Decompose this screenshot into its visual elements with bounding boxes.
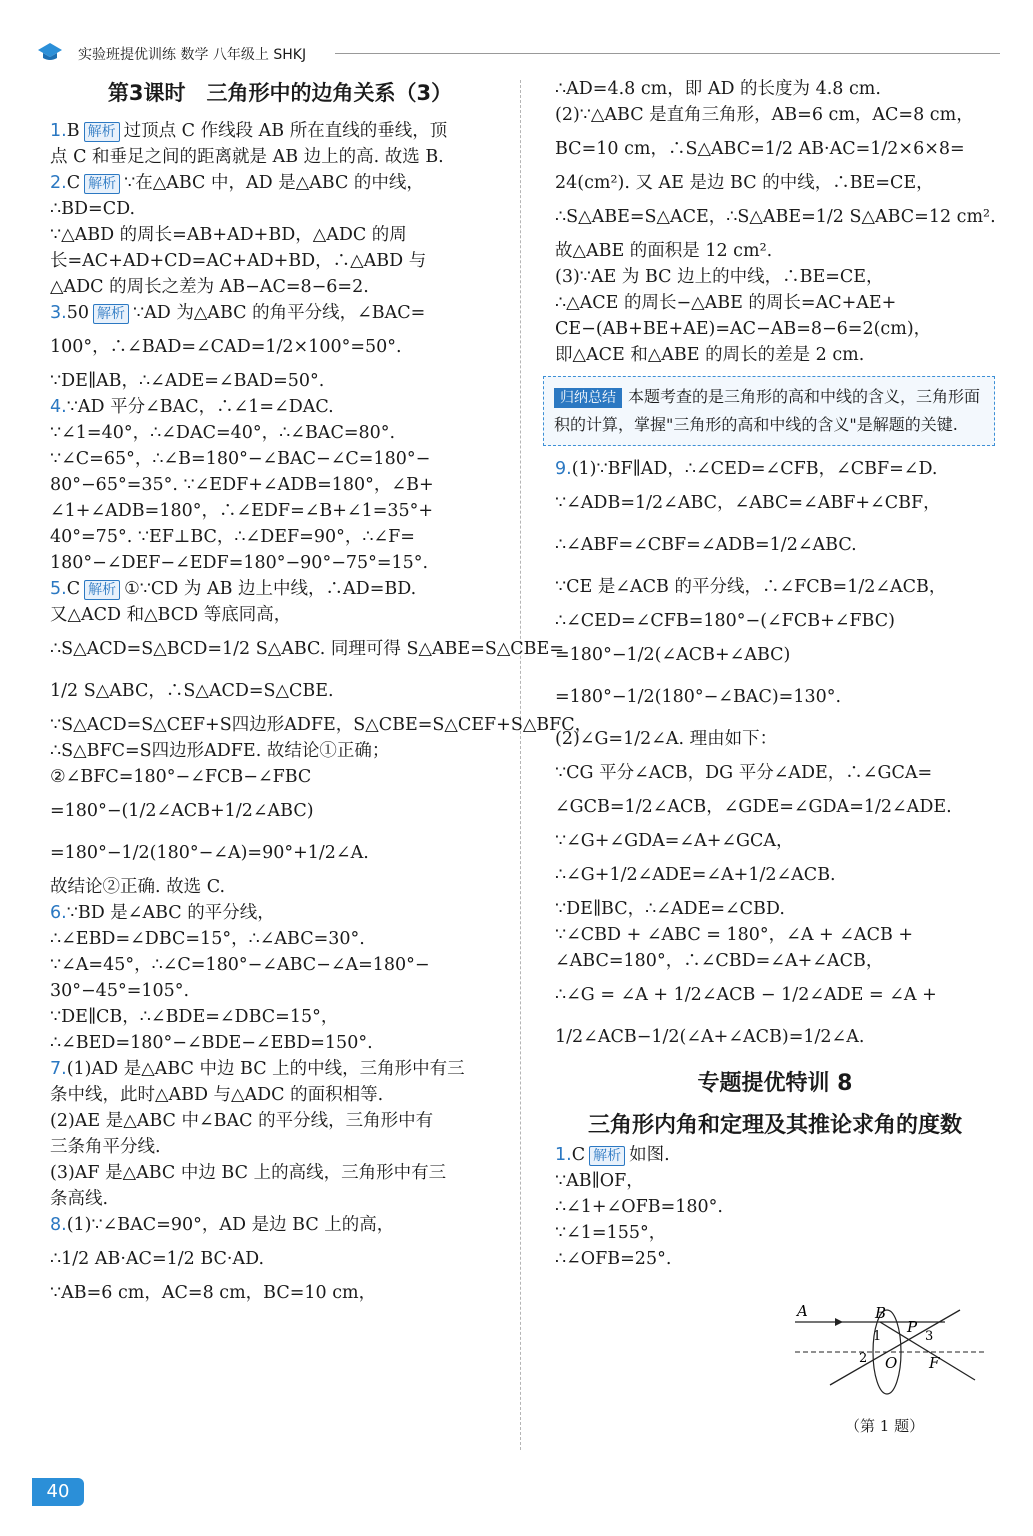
fig-label-O: O	[885, 1354, 898, 1372]
question-number: 6.	[50, 903, 67, 923]
answer-text: ∵∠CBD + ∠ABC = 180°，∠A + ∠ACB +	[555, 925, 914, 945]
watermark-logo	[833, 1460, 1013, 1536]
answer-text: BC=10 cm，∴S△ABC=1/2 AB·AC=1/2×6×8=	[555, 139, 965, 159]
analysis-tag: 解析	[93, 304, 129, 324]
right-answers-bottom	[555, 456, 995, 1058]
answer-line	[50, 1056, 510, 1082]
answer-line	[555, 828, 995, 854]
answer-line	[50, 170, 510, 196]
answer-line	[555, 290, 995, 316]
answer-text: ②∠BFC=180°−∠FCB−∠FBC	[50, 767, 312, 787]
answer-text: ∵DE∥AB，∴∠ADE=∠BAD=50°.	[50, 371, 325, 391]
analysis-tag: 解析	[589, 1146, 625, 1166]
summary-box	[543, 376, 995, 446]
fig-label-A: A	[797, 1302, 808, 1320]
question-number: 4.	[50, 397, 67, 417]
answer-text: △ADC 的周长之差为 AB−AC=8−6=2.	[50, 277, 369, 297]
answer-text: ∵AD 为△ABC 的角平分线，∠BAC=	[132, 303, 426, 323]
question-number: 3.	[50, 303, 67, 323]
special-subtitle: 三角形内角和定理及其推论求角的度数	[587, 1113, 962, 1138]
page-header	[30, 38, 1000, 68]
figure-caption: （第 1 题）	[845, 1417, 925, 1435]
answer-text: 40°=75°. ∵EF⊥BC，∴∠DEF=90°，∴∠F=	[50, 527, 415, 547]
answer-text: ∠1+∠ADB=180°，∴∠EDF=∠B+∠1=35°+	[50, 501, 434, 521]
answer-line	[50, 472, 510, 498]
answer-text: (3)∵AE 为 BC 边上的中线，∴BE=CE，	[555, 267, 884, 287]
answer-choice: B	[66, 121, 80, 141]
answer-line	[50, 524, 510, 550]
answer-line	[555, 238, 995, 264]
answer-text: 条中线，此时△ABD 与△ADC 的面积相等.	[50, 1085, 384, 1105]
answer-text: ∴∠OFB=25°.	[555, 1249, 672, 1269]
answer-line	[555, 128, 995, 170]
answer-line	[50, 832, 510, 874]
answer-line	[50, 1212, 510, 1238]
answer-line	[50, 144, 510, 170]
answer-text: ∵△ABD 的周长=AB+AD+BD，△ADC 的周	[50, 225, 407, 245]
answer-line	[50, 222, 510, 248]
right-answers-top	[555, 76, 995, 368]
answer-line	[555, 948, 995, 974]
answer-text: ∵AD 平分∠BAC，∴∠1=∠DAC.	[66, 397, 334, 417]
answer-line	[555, 196, 995, 238]
question-number: 9.	[555, 459, 572, 479]
answer-line	[50, 326, 510, 368]
arrow-ab	[835, 1318, 843, 1326]
answer-text: ∴AD=4.8 cm，即 AD 的长度为 4.8 cm.	[555, 79, 881, 99]
page-number: 40	[32, 1478, 84, 1506]
answer-line	[50, 196, 510, 222]
answer-line	[50, 1004, 510, 1030]
answer-choice: C	[66, 579, 81, 599]
answer-line	[50, 1186, 510, 1212]
answer-text: (1)∵BF∥AD，∴∠CED=∠CFB，∠CBF=∠D.	[571, 459, 938, 479]
answer-line	[50, 602, 510, 628]
answer-text: 如图.	[629, 1145, 670, 1165]
answer-line	[555, 760, 995, 786]
answer-choice: C	[66, 173, 81, 193]
answer-line	[50, 874, 510, 900]
analysis-tag: 解析	[84, 580, 120, 600]
answer-line	[555, 896, 995, 922]
question-number: 7.	[50, 1059, 67, 1079]
answer-line	[555, 170, 995, 196]
answer-line	[50, 1280, 510, 1306]
answer-text: 1/2∠ACB−1/2(∠A+∠ACB)=1/2∠A.	[555, 1027, 865, 1047]
answer-line	[555, 718, 995, 760]
answer-text: ∵∠G+∠GDA=∠A+∠GCA，	[555, 831, 794, 851]
special-title: 专题提优特训 8	[697, 1071, 853, 1096]
answer-line	[555, 922, 995, 948]
answer-line	[555, 524, 995, 566]
question-number: 5.	[50, 579, 67, 599]
answer-text: 1/2 S△ABC，∴S△ACD=S△CBE.	[50, 681, 334, 701]
fig-label-P: P	[907, 1318, 918, 1336]
answer-text: ∵BD 是∠ABC 的平分线，	[66, 903, 275, 923]
answer-line	[555, 854, 995, 896]
answer-line	[50, 738, 510, 764]
answer-text: ∵∠1=155°，	[555, 1223, 667, 1243]
answer-text: ∵CG 平分∠ACB，DG 平分∠ADE，∴∠GCA=	[555, 763, 933, 783]
answer-line	[555, 76, 995, 102]
answer-text: CE−(AB+BE+AE)=AC−AB=8−6=2(cm)，	[555, 319, 932, 339]
answer-line	[555, 1142, 995, 1168]
answer-text: 24(cm²). 又 AE 是边 BC 的中线，∴BE=CE，	[555, 173, 934, 193]
answer-text: ∵∠C=65°，∴∠B=180°−∠BAC−∠C=180°−	[50, 449, 431, 469]
answer-line	[50, 1134, 510, 1160]
answer-text: ∴∠ABF=∠CBF=∠ADB=1/2∠ABC.	[555, 535, 857, 555]
fig-label-3: 3	[925, 1329, 934, 1344]
answer-text: 条高线.	[50, 1189, 109, 1209]
answer-text: ∴∠G = ∠A + 1/2∠ACB − 1/2∠ADE = ∠A +	[555, 985, 937, 1005]
answer-text: ∴△ACE 的周长−△ABE 的周长=AC+AE+	[555, 293, 897, 313]
answer-text: =180°−1/2(180°−∠A)=90°+1/2∠A.	[50, 843, 369, 863]
answer-line	[50, 790, 510, 832]
answer-text: 故△ABE 的面积是 12 cm².	[555, 241, 773, 261]
answer-line	[50, 550, 510, 576]
answer-text: ∴S△ACD=S△BCD=1/2 S△ABC. 同理可得 S△ABE=S△CBE=	[50, 639, 564, 659]
fig-label-2: 2	[859, 1351, 868, 1366]
answer-line	[555, 102, 995, 128]
answer-text: ∴∠CED=∠CFB=180°−(∠FCB+∠FBC)	[555, 611, 895, 631]
fig-label-B: B	[875, 1304, 887, 1322]
answer-text: ∵∠ADB=1/2∠ABC，∠ABC=∠ABF+∠CBF，	[555, 493, 941, 513]
answer-line	[555, 342, 995, 368]
summary-text: 本题考查的是三角形的高和中线的含义，三角形面积的计算，掌握"三角形的高和中线的含义"是解题的关键.	[554, 387, 981, 434]
answer-text: ∴∠1+∠OFB=180°.	[555, 1197, 723, 1217]
answer-line	[50, 1160, 510, 1186]
answer-text: ∵S△ACD=S△CEF+S四边形ADFE，S△CBE=S△CEF+S△BFC，	[50, 715, 593, 735]
answer-choice: C	[571, 1145, 586, 1165]
answer-text: ①∵CD 为 AB 边上中线，∴AD=BD.	[124, 579, 417, 599]
answer-line	[555, 676, 995, 718]
analysis-tag: 解析	[84, 122, 120, 142]
answer-line	[555, 566, 995, 608]
answer-text: ∵AB∥OF，	[555, 1171, 644, 1191]
answer-line	[555, 974, 995, 1016]
answer-text: ∴∠BED=180°−∠BDE−∠EBD=150°.	[50, 1033, 373, 1053]
answer-line	[555, 1016, 995, 1058]
answer-line	[555, 264, 995, 290]
answer-line	[50, 952, 510, 978]
answer-line	[50, 1108, 510, 1134]
right-column	[555, 76, 995, 1272]
answer-line	[555, 786, 995, 828]
answer-text: (2)∵△ABC 是直角三角形，AB=6 cm，AC=8 cm，	[555, 105, 974, 125]
fig-label-1: 1	[873, 1329, 882, 1344]
answer-text: 100°，∴∠BAD=∠CAD=1/2×100°=50°.	[50, 337, 402, 357]
special-answers	[555, 1142, 995, 1272]
lesson-title: 第3课时 三角形中的边角关系（3）	[107, 81, 453, 105]
answer-line	[50, 368, 510, 394]
answer-text: ∵DE∥BC，∴∠ADE=∠CBD.	[555, 899, 785, 919]
answer-line	[50, 1238, 510, 1280]
answer-line	[50, 1030, 510, 1056]
fig-label-F: F	[929, 1354, 940, 1372]
answer-line	[50, 446, 510, 472]
column-divider	[520, 80, 521, 1450]
answer-line	[50, 1082, 510, 1108]
answer-text: 点 C 和垂足之间的距离就是 AB 边上的高. 故选 B.	[50, 147, 444, 167]
answer-line	[555, 1246, 995, 1272]
question-number: 8.	[50, 1215, 67, 1235]
answer-text: ∠ABC=180°，∴∠CBD=∠A+∠ACB，	[555, 951, 884, 971]
answer-line	[50, 764, 510, 790]
header-text: 实验班提优训练 数学 八年级上 SHKJ	[78, 47, 307, 63]
answer-line	[50, 118, 510, 144]
answer-text: ∵在△ABC 中，AD 是△ABC 的中线，	[124, 173, 424, 193]
answer-line	[555, 1220, 995, 1246]
answer-line	[50, 900, 510, 926]
answer-text: 又△ACD 和△BCD 等底同高，	[50, 605, 292, 625]
answer-line	[50, 248, 510, 274]
answer-text: ∴1/2 AB·AC=1/2 BC·AD.	[50, 1249, 265, 1269]
answer-line	[50, 926, 510, 952]
answer-text: 30°−45°=105°.	[50, 981, 190, 1001]
answer-text: (3)AF 是△ABC 中边 BC 上的高线，三角形中有三	[50, 1163, 447, 1183]
answer-line	[50, 628, 564, 670]
answer-text: 长=AC+AD+CD=AC+AD+BD，∴△ABD 与	[50, 251, 427, 271]
answer-text: (1)∵∠BAC=90°，AD 是边 BC 上的高，	[66, 1215, 395, 1235]
answer-text: ∠GCB=1/2∠ACB，∠GDE=∠GDA=1/2∠ADE.	[555, 797, 952, 817]
question-number: 2.	[50, 173, 67, 193]
answer-text: ∵AB=6 cm，AC=8 cm，BC=10 cm，	[50, 1283, 377, 1303]
answer-line	[50, 712, 593, 738]
answer-text: =180°−1/2(∠ACB+∠ABC)	[555, 645, 791, 665]
answer-line	[50, 670, 510, 712]
answer-line	[50, 274, 510, 300]
question-number: 1.	[50, 121, 67, 141]
answer-line	[50, 420, 510, 446]
answer-text: (1)AD 是△ABC 中边 BC 上的中线，三角形中有三	[66, 1059, 465, 1079]
answer-line	[50, 498, 510, 524]
answer-text: ∴S△ABE=S△ACE，∴S△ABE=1/2 S△ABC=12 cm².	[555, 207, 996, 227]
answer-line	[555, 608, 995, 634]
answer-text: 故结论②正确. 故选 C.	[50, 877, 226, 897]
answer-line	[555, 634, 995, 676]
answer-text: ∴S△BFC=S四边形ADFE. 故结论①正确；	[50, 741, 390, 761]
header-rule	[335, 53, 1000, 54]
question-number: 1.	[555, 1145, 572, 1165]
answer-text: (2)AE 是△ABC 中∠BAC 的平分线，三角形中有	[50, 1111, 434, 1131]
analysis-tag: 解析	[84, 174, 120, 194]
book-logo-icon	[36, 40, 64, 62]
answer-text: 三条角平分线.	[50, 1137, 161, 1157]
answer-text: ∵∠A=45°，∴∠C=180°−∠ABC−∠A=180°−	[50, 955, 430, 975]
answer-text: ∵DE∥CB，∴∠BDE=∠DBC=15°，	[50, 1007, 339, 1027]
answer-text: =180°−1/2(180°−∠BAC)=130°.	[555, 687, 842, 707]
answer-text: 即△ACE 和△ABE 的周长的差是 2 cm.	[555, 345, 865, 365]
answer-line	[555, 456, 995, 482]
answer-text: =180°−(1/2∠ACB+1/2∠ABC)	[50, 801, 314, 821]
answer-choice: 50	[66, 303, 89, 323]
answer-line	[50, 978, 510, 1004]
answer-line	[555, 316, 995, 342]
answer-text: ∴∠G+1/2∠ADE=∠A+1/2∠ACB.	[555, 865, 836, 885]
summary-tag: 归纳总结	[554, 388, 622, 408]
ray-in	[830, 1310, 960, 1385]
answer-text: 80°−65°=35°. ∵∠EDF+∠ADB=180°，∠B+	[50, 475, 434, 495]
answer-text: ∵∠1=40°，∴∠DAC=40°，∴∠BAC=80°.	[50, 423, 396, 443]
answer-line	[50, 300, 510, 326]
answer-text: 过顶点 C 作线段 AB 所在直线的垂线，顶	[123, 121, 448, 141]
answer-text: ∴∠EBD=∠DBC=15°，∴∠ABC=30°.	[50, 929, 365, 949]
answer-line	[555, 1168, 995, 1194]
answer-text: ∵CE 是∠ACB 的平分线，∴∠FCB=1/2∠ACB，	[555, 577, 947, 597]
answer-text: ∴BD=CD.	[50, 199, 136, 219]
answer-line	[50, 576, 510, 602]
answer-line	[50, 394, 510, 420]
answer-text: (2)∠G=1/2∠A. 理由如下：	[555, 729, 778, 749]
answer-text: 180°−∠DEF−∠EDF=180°−90°−75°=15°.	[50, 553, 429, 573]
answer-line	[555, 1194, 995, 1220]
answer-line	[555, 482, 995, 524]
